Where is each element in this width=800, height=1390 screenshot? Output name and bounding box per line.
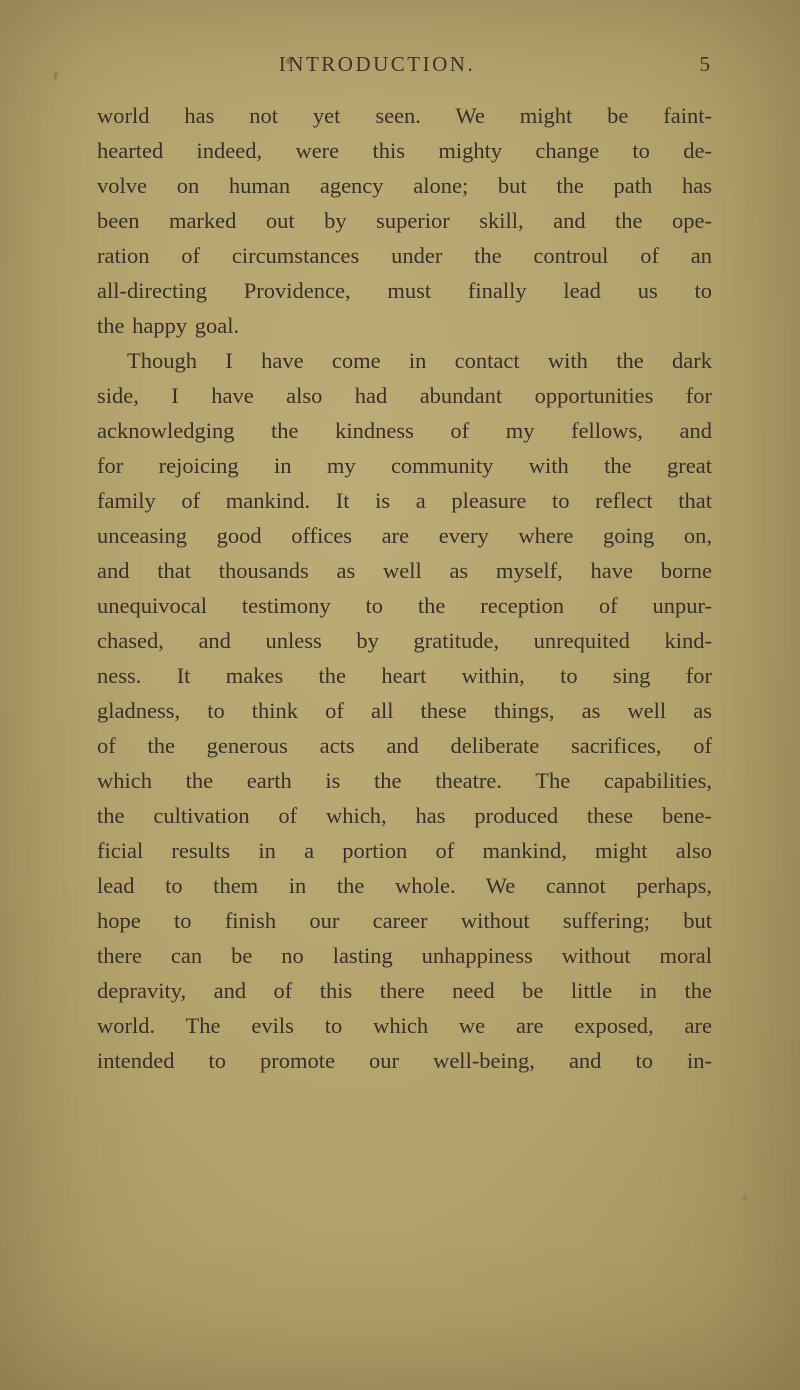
text-line: of the generous acts and deliberate sacrifices, of [97,733,712,758]
text-line: unceasing good offices are every where going on, [97,523,712,548]
text-block [97,52,712,1078]
text-line: all-directing Providence, must finally lead us to [97,278,712,303]
text-line: the cultivation of which, has produced these bene- [97,803,712,828]
text-line: volve on human agency alone; but the path has [97,173,712,198]
text-line: world has not yet seen. We might be faint- [97,103,712,128]
paragraph [97,343,712,1078]
text-line: lead to them in the whole. We cannot perhaps, [97,873,712,898]
text-line: unequivocal testimony to the reception of unpur- [97,593,712,618]
text-line: hope to finish our career without suffering; but [97,908,712,933]
text-line: side, I have also had abundant opportunities for [97,383,712,408]
running-header [97,52,712,82]
text-line: chased, and unless by gratitude, unrequited kind- [97,628,712,653]
text-line: which the earth is the theatre. The capabilities, [97,768,712,793]
text-line: been marked out by superior skill, and the ope- [97,208,712,233]
text-line: hearted indeed, were this mighty change to de- [97,138,712,163]
text-line: Though I have come in contact with the dark [127,348,712,373]
ink-speck [742,1196,747,1200]
page-number: 5 [699,52,710,76]
text-line: intended to promote our well-being, and to in- [97,1048,712,1073]
chapter-header: INTRODUCTION. [278,52,476,76]
text-line: for rejoicing in my community with the great [97,453,712,478]
ink-speck [53,72,58,80]
text-line: the happy goal. [97,313,240,338]
text-line: family of mankind. It is a pleasure to reflect that [97,488,712,513]
text-line: ration of circumstances under the controul of an [97,243,712,268]
body-text [97,98,712,1078]
text-line: world. The evils to which we are exposed, are [97,1013,712,1038]
text-line: gladness, to think of all these things, as well as [97,698,712,723]
text-line: ficial results in a portion of mankind, might also [97,838,712,863]
paragraph [97,98,712,343]
text-line: depravity, and of this there need be little in the [97,978,712,1003]
text-line: there can be no lasting unhappiness without moral [97,943,712,968]
text-line: and that thousands as well as myself, have borne [97,558,712,583]
text-line: ness. It makes the heart within, to sing for [97,663,712,688]
text-line: acknowledging the kindness of my fellows, and [97,418,712,443]
